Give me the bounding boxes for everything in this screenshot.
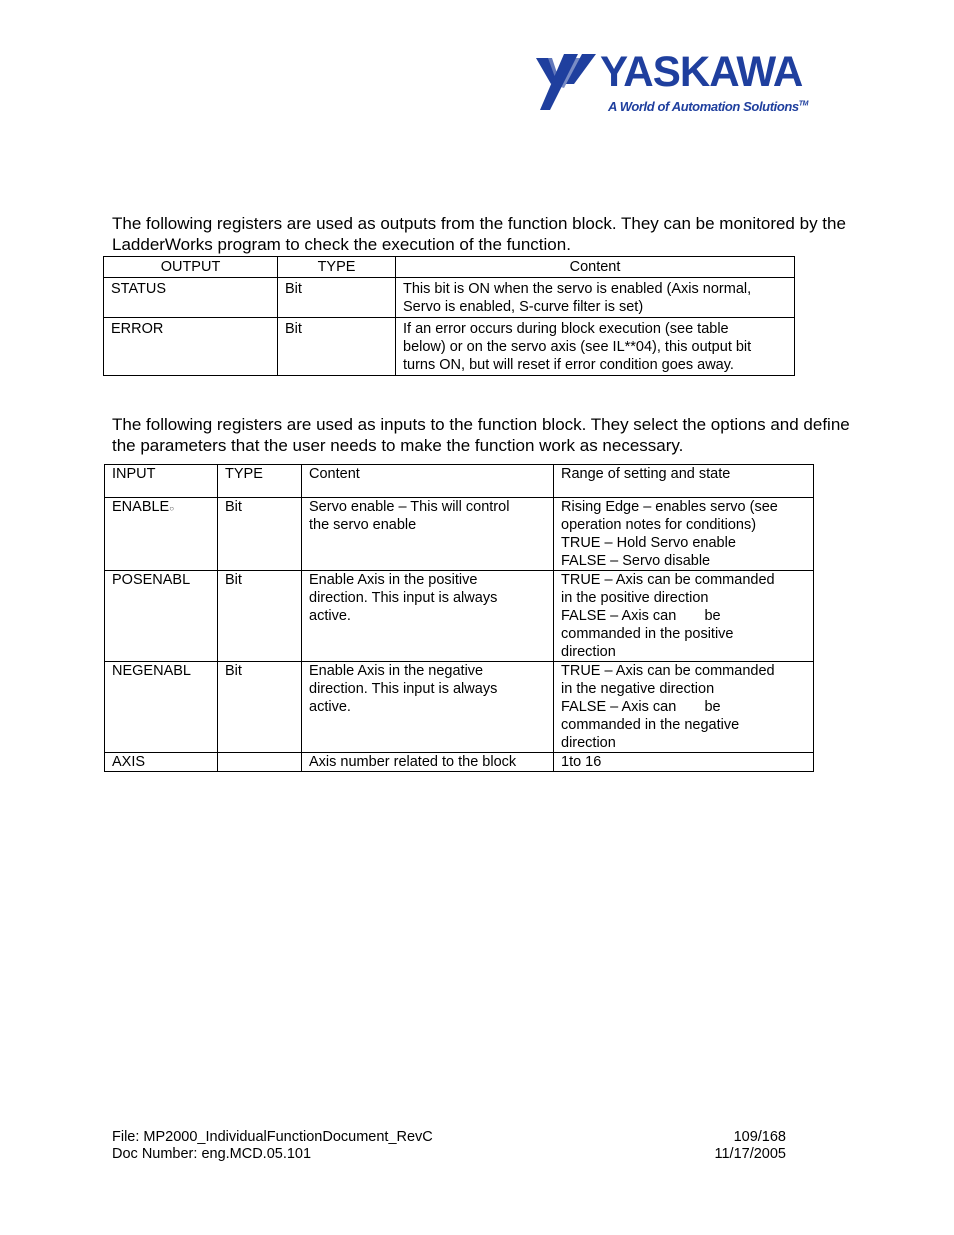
input-range: TRUE – Axis can be commanded in the negative direction FALSE – Axis can be commanded in the negative direction [554, 662, 814, 753]
header-content: Content [396, 257, 795, 278]
header-type: TYPE [218, 465, 302, 498]
inputs-table [104, 464, 814, 772]
input-range: Rising Edge – enables servo (see operation notes for conditions) TRUE – Hold Servo enable FALSE – Servo disable [554, 498, 814, 571]
input-type: Bit [218, 571, 302, 662]
table-row [105, 753, 814, 772]
header-input: INPUT [105, 465, 218, 498]
logo-tagline: A World of Automation Solutions™ [608, 99, 809, 114]
output-content: This bit is ON when the servo is enabled (Axis normal, Servo is enabled, S-curve filter is set) [396, 278, 795, 318]
input-type: Bit [218, 498, 302, 571]
inputs-intro: The following registers are used as inputs to the function block. They select the options and define the parameters that the user needs to make the function work as necessary. [112, 415, 850, 455]
footer-file: File: MP2000_IndividualFunctionDocument_RevC [112, 1129, 433, 1145]
yaskawa-logo [534, 48, 824, 118]
outputs-table [103, 256, 795, 376]
input-name: ENABLE○ [105, 498, 218, 571]
input-name: NEGENABL [105, 662, 218, 753]
output-name: STATUS [104, 278, 278, 318]
output-type: Bit [278, 278, 396, 318]
input-content: Enable Axis in the positive direction. This input is always active. [302, 571, 554, 662]
table-row [105, 571, 814, 662]
input-range: 1to 16 [554, 753, 814, 772]
table-row [105, 662, 814, 753]
header-output: OUTPUT [104, 257, 278, 278]
footer-doc-number: Doc Number: eng.MCD.05.101 [112, 1146, 312, 1162]
table-row [105, 498, 814, 571]
logo-brand: YASKAWA [600, 48, 803, 96]
input-content: Enable Axis in the negative direction. This input is always active. [302, 662, 554, 753]
footer-page: 109/168 [733, 1129, 786, 1145]
output-content: If an error occurs during block execution (see table below) or on the servo axis (see IL**04), this output bit turns ON, but will reset if error condition goes away. [396, 318, 795, 376]
input-type: Bit [218, 662, 302, 753]
input-content: Axis number related to the block [302, 753, 554, 772]
input-name: AXIS [105, 753, 218, 772]
input-range: TRUE – Axis can be commanded in the positive direction FALSE – Axis can be commanded in the positive direction [554, 571, 814, 662]
footer-date: 11/17/2005 [714, 1146, 786, 1162]
table-row [104, 278, 795, 318]
input-type [218, 753, 302, 772]
table-header-row [104, 257, 795, 278]
yaskawa-mark-icon [534, 54, 598, 112]
input-content: Servo enable – This will control the servo enable [302, 498, 554, 571]
output-type: Bit [278, 318, 396, 376]
header-range: Range of setting and state [554, 465, 814, 498]
outputs-intro: The following registers are used as outputs from the function block. They can be monitored by the LadderWorks program to check the execution of the function. [112, 214, 846, 254]
output-name: ERROR [104, 318, 278, 376]
header-content: Content [302, 465, 554, 498]
footer-line-2 [112, 1146, 786, 1163]
footer-line-1 [112, 1129, 786, 1146]
input-name: POSENABL [105, 571, 218, 662]
table-row [104, 318, 795, 376]
table-header-row [105, 465, 814, 498]
header-type: TYPE [278, 257, 396, 278]
